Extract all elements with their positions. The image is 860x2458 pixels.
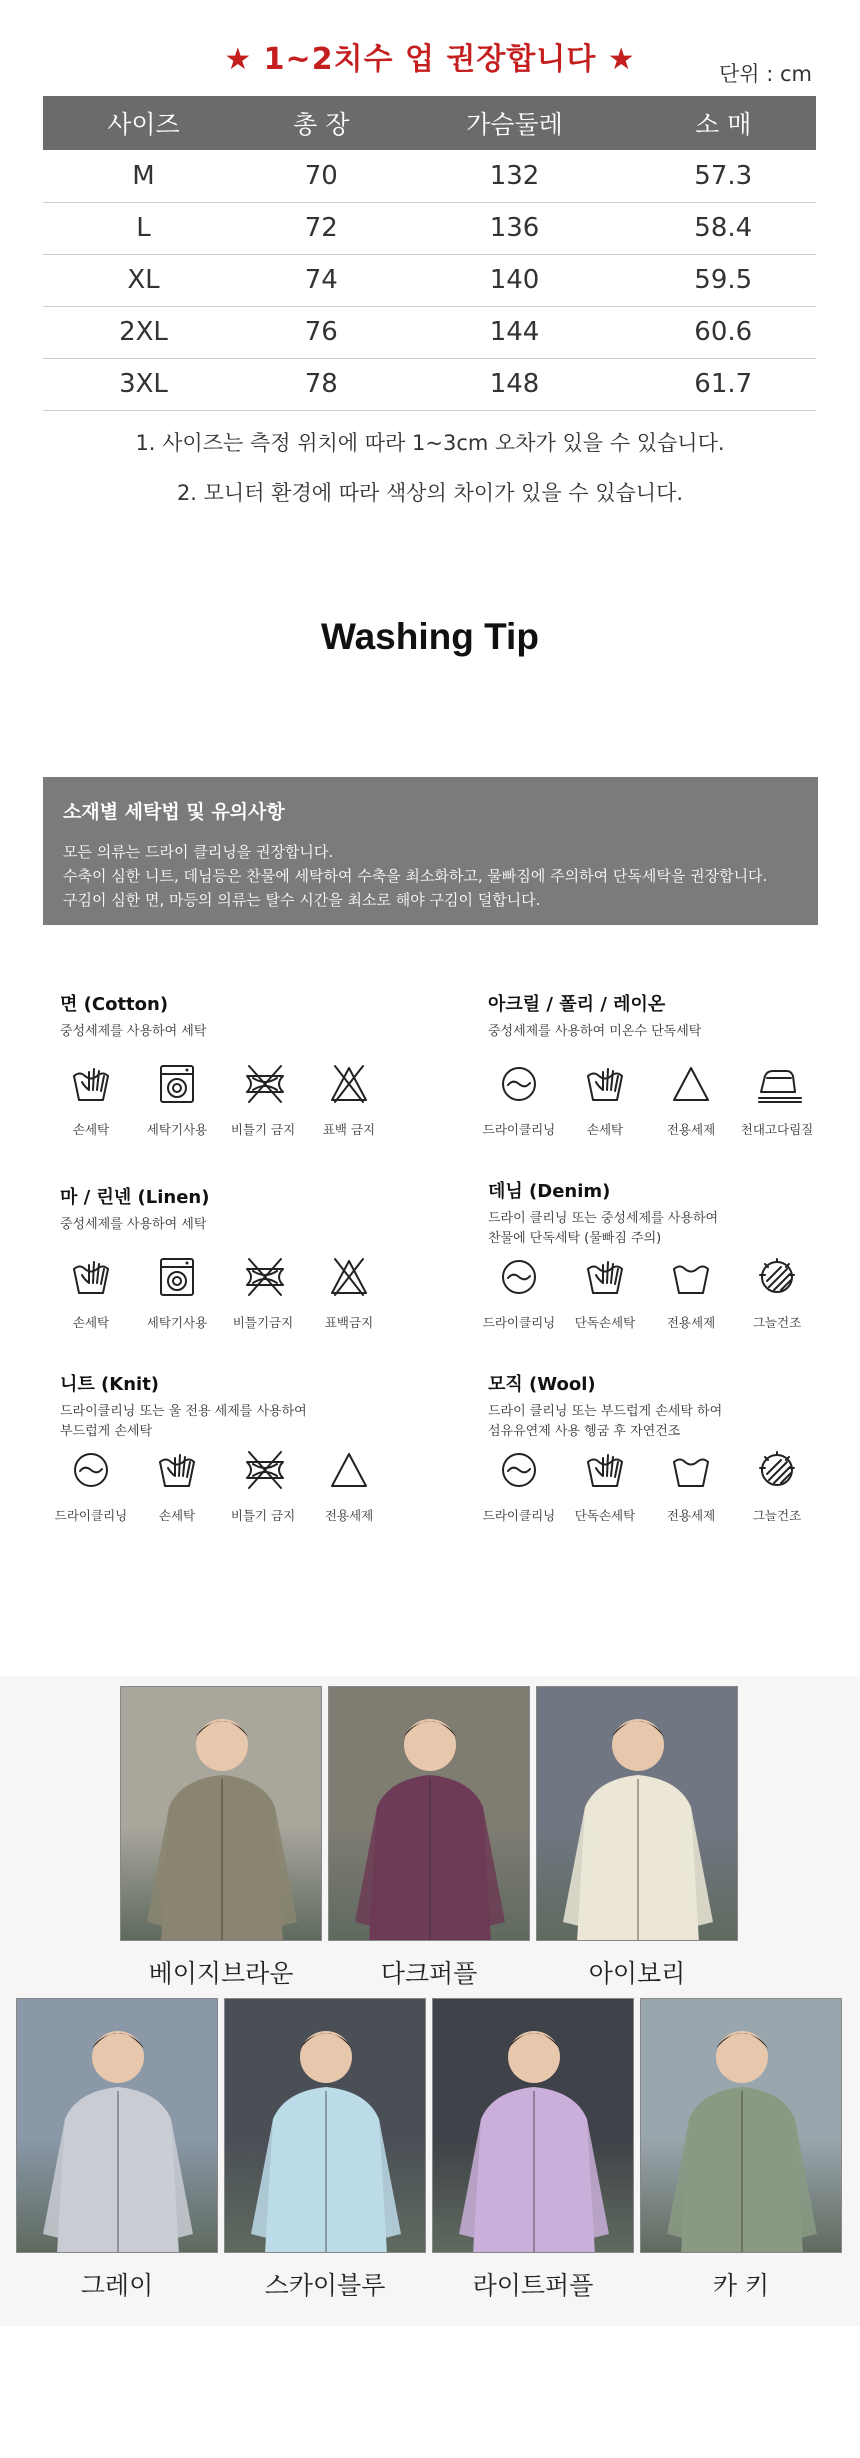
care-symbol-label: 손세탁: [158, 1508, 196, 1523]
table-cell: 78: [244, 358, 399, 410]
care-symbol: [474, 1448, 564, 1528]
fabric-name: 면 (Cotton): [60, 994, 169, 1015]
washing-tip-title: Washing Tip: [321, 616, 539, 657]
table-row: [43, 202, 816, 254]
care-symbol: [218, 1255, 308, 1335]
product-photo: [120, 1686, 322, 1941]
fabric-description: 드라이 클리닝 또는 중성세제를 사용하여 찬물에 단독세탁 (물빠짐 주의): [488, 1211, 719, 1246]
care-box-line: 구김이 심한 면, 마등의 의류는 탈수 시간을 최소로 해야 구김이 덜합니다.: [63, 891, 541, 909]
care-symbol: [732, 1062, 822, 1142]
care-symbol: [474, 1255, 564, 1335]
care-symbol: [304, 1255, 394, 1335]
care-icon-row: [474, 1062, 834, 1142]
table-cell: 3XL: [43, 358, 244, 410]
color-name-label: 아이보리: [588, 1959, 686, 1988]
care-symbol-label: 천대고다림질: [740, 1122, 814, 1137]
care-symbol-label: 손세탁: [72, 1315, 110, 1330]
care-symbol: [474, 1062, 564, 1142]
model-jacket-illustration: [641, 1999, 842, 2253]
care-symbol: [132, 1448, 222, 1528]
fabric-name: 데님 (Denim): [488, 1181, 611, 1202]
care-icon-row: [46, 1448, 406, 1528]
care-symbol: [46, 1062, 136, 1142]
fabric-care-block: [60, 1370, 420, 1442]
care-box-line: 모든 의류는 드라이 클리닝을 권장합니다.: [63, 843, 334, 861]
color-option[interactable]: [640, 1998, 842, 2298]
care-icon-row: [46, 1255, 406, 1335]
fabric-care-block: [488, 1370, 848, 1442]
care-symbol-label: 그늘건조: [752, 1508, 802, 1523]
table-row: [43, 150, 816, 202]
table-cell: 132: [399, 150, 631, 202]
care-symbol-label: 비틀기 금지: [230, 1508, 296, 1523]
chest-column-header: 가슴둘레: [399, 96, 631, 150]
table-cell: 136: [399, 202, 631, 254]
fabric-name: 아크릴 / 폴리 / 레이온: [488, 994, 666, 1015]
care-symbol-label: 비틀기금지: [232, 1315, 294, 1330]
table-cell: XL: [43, 254, 244, 306]
care-symbol: [46, 1255, 136, 1335]
care-symbol-label: 드라이클리닝: [54, 1508, 128, 1523]
size-table: [43, 96, 816, 411]
color-name-label: 다크퍼플: [380, 1959, 478, 1988]
size-recommendation-heading: ★ 1~2치수 업 권장합니다 ★: [224, 42, 636, 77]
product-photo: [16, 1998, 218, 2253]
care-symbol-label: 전용세제: [666, 1122, 716, 1137]
care-symbol-label: 그늘건조: [752, 1315, 802, 1330]
care-symbol: [304, 1448, 394, 1528]
fabric-description: 중성세제를 사용하여 미온수 단독세탁: [488, 1024, 702, 1039]
table-cell: 72: [244, 202, 399, 254]
table-cell: 144: [399, 306, 631, 358]
care-symbol-label: 단독손세탁: [574, 1315, 636, 1330]
color-option[interactable]: [536, 1686, 738, 1986]
table-cell: L: [43, 202, 244, 254]
color-option[interactable]: [224, 1998, 426, 2298]
care-symbol-label: 단독손세탁: [574, 1508, 636, 1523]
color-options-section: [0, 1676, 860, 2326]
care-symbol-label: 손세탁: [586, 1122, 624, 1137]
care-symbol-label: 표백 금지: [322, 1122, 376, 1137]
sleeve-column-header: 소 매: [630, 96, 816, 150]
color-name-label: 베이지브라운: [148, 1959, 294, 1988]
care-symbol-label: 전용세제: [666, 1315, 716, 1330]
model-jacket-illustration: [121, 1687, 322, 1941]
model-jacket-illustration: [329, 1687, 530, 1941]
product-photo: [432, 1998, 634, 2253]
product-photo: [224, 1998, 426, 2253]
color-name-label: 카 키: [712, 2271, 770, 2300]
fabric-care-block: [488, 990, 848, 1042]
care-symbol-label: 드라이클리닝: [482, 1315, 556, 1330]
table-cell: 148: [399, 358, 631, 410]
fabric-name: 모직 (Wool): [488, 1374, 596, 1395]
table-cell: 59.5: [630, 254, 816, 306]
table-cell: 61.7: [630, 358, 816, 410]
fabric-description: 드라이클리닝 또는 울 전용 세제를 사용하여 부드럽게 손세탁: [60, 1404, 307, 1439]
table-cell: 60.6: [630, 306, 816, 358]
table-row: [43, 358, 816, 410]
color-name-label: 그레이: [80, 2271, 154, 2300]
color-option[interactable]: [16, 1998, 218, 2298]
care-symbol: [46, 1448, 136, 1528]
table-row: [43, 306, 816, 358]
care-symbol-label: 비틀기 금지: [230, 1122, 296, 1137]
fabric-name: 니트 (Knit): [60, 1374, 160, 1395]
fabric-care-block: [60, 1183, 420, 1235]
table-cell: 74: [244, 254, 399, 306]
care-symbol: [304, 1062, 394, 1142]
care-symbol: [132, 1255, 222, 1335]
care-icon-row: [474, 1255, 834, 1335]
care-symbol-label: 드라이클리닝: [482, 1122, 556, 1137]
care-icon-row: [474, 1448, 834, 1528]
size-note-1: 1. 사이즈는 측정 위치에 따라 1~3cm 오차가 있을 수 있습니다.: [135, 431, 725, 455]
size-note-2: 2. 모니터 환경에 따라 색상의 차이가 있을 수 있습니다.: [176, 481, 684, 505]
unit-label: 단위 : cm: [718, 62, 812, 86]
care-symbol: [732, 1255, 822, 1335]
care-symbol: [560, 1448, 650, 1528]
model-jacket-illustration: [537, 1687, 738, 1941]
size-table-header-row: [43, 96, 816, 150]
model-jacket-illustration: [433, 1999, 634, 2253]
care-symbol-label: 전용세제: [666, 1508, 716, 1523]
fabric-name: 마 / 린넨 (Linen): [60, 1187, 210, 1208]
fabric-description: 중성세제를 사용하여 세탁: [60, 1217, 207, 1232]
care-box-title: 소재별 세탁법 및 유의사항: [63, 801, 285, 823]
care-symbol: [560, 1255, 650, 1335]
color-option[interactable]: [432, 1998, 634, 2298]
color-name-label: 라이트퍼플: [472, 2271, 594, 2300]
care-symbol-label: 세탁기사용: [146, 1122, 208, 1137]
color-option[interactable]: [328, 1686, 530, 1986]
color-name-label: 스카이블루: [264, 2271, 386, 2300]
care-icon-row: [46, 1062, 406, 1142]
color-option[interactable]: [120, 1686, 322, 1986]
care-symbol: [218, 1448, 308, 1528]
model-jacket-illustration: [225, 1999, 426, 2253]
size-chart-section: [0, 0, 860, 520]
size-column-header: 사이즈: [43, 96, 244, 150]
table-cell: 140: [399, 254, 631, 306]
care-symbol-label: 세탁기사용: [146, 1315, 208, 1330]
care-box-line: 수축이 심한 니트, 데님등은 찬물에 세탁하여 수축을 최소화하고, 물빠짐에 주의하여 단독세탁을 권장합니다.: [63, 867, 768, 885]
care-symbol: [560, 1062, 650, 1142]
care-symbol: [646, 1255, 736, 1335]
care-symbol-label: 전용세제: [324, 1508, 374, 1523]
product-photo: [328, 1686, 530, 1941]
table-cell: M: [43, 150, 244, 202]
care-symbol: [646, 1062, 736, 1142]
care-symbol-label: 드라이클리닝: [482, 1508, 556, 1523]
table-cell: 76: [244, 306, 399, 358]
table-cell: 58.4: [630, 202, 816, 254]
fabric-care-block: [60, 990, 420, 1042]
product-photo: [536, 1686, 738, 1941]
table-cell: 70: [244, 150, 399, 202]
product-photo: [640, 1998, 842, 2253]
care-symbol: [218, 1062, 308, 1142]
care-symbol-label: 손세탁: [72, 1122, 110, 1137]
care-symbol: [646, 1448, 736, 1528]
fabric-care-block: [488, 1177, 848, 1249]
table-cell: 2XL: [43, 306, 244, 358]
fabric-description: 중성세제를 사용하여 세탁: [60, 1024, 207, 1039]
table-cell: 57.3: [630, 150, 816, 202]
length-column-header: 총 장: [244, 96, 399, 150]
care-symbol: [732, 1448, 822, 1528]
care-instructions-box: [43, 777, 818, 925]
care-symbol: [132, 1062, 222, 1142]
care-symbol-label: 표백금지: [324, 1315, 374, 1330]
fabric-description: 드라이 클리닝 또는 부드럽게 손세탁 하여 섬유유연제 사용 헹굼 후 자연건조: [488, 1404, 723, 1439]
model-jacket-illustration: [17, 1999, 218, 2253]
table-row: [43, 254, 816, 306]
